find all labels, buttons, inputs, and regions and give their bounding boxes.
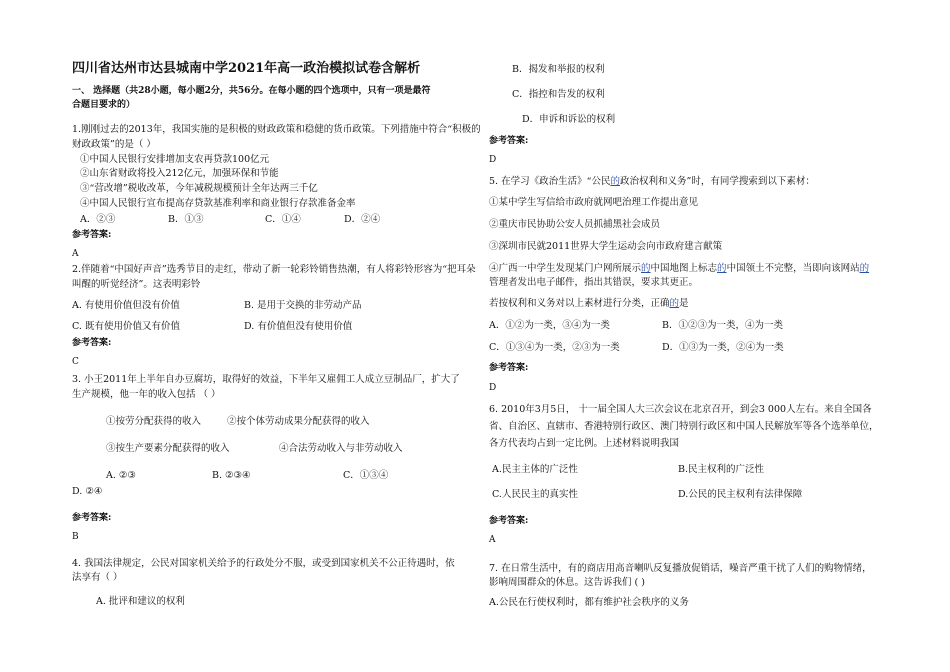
q3-answer-label: 参考答案: (72, 513, 112, 523)
q6-stem-line1: 6. 2010年3月5日， 十一届全国人大三次会议在北京召开，到会3 000人左右。来自全国各 (489, 404, 872, 415)
q6-answer: A (489, 535, 496, 545)
q4-option-d: D．申诉和诉讼的权利 (522, 114, 616, 125)
q5-question (489, 298, 689, 310)
q3-item-4: ④合法劳动收入与非劳动收入 (279, 443, 403, 454)
q5-item-2: ②重庆市民协助公安人员抓捕黑社会成员 (489, 219, 661, 230)
q5-stem-link[interactable]: 的 (610, 176, 620, 187)
q1-item-2: ②山东省财政将投入212亿元，加强环保和节能 (80, 168, 279, 179)
q5-item-1: ①某中学生写信给市政府就网吧治理工作提出意见 (489, 197, 699, 208)
q5-option-d: D．①③为一类，②④为一类 (662, 342, 784, 353)
q1-option-d: D．②④ (344, 214, 381, 225)
q5-question-part1: 若按权利和义务对以上素材进行分类，正确 (489, 298, 670, 309)
q1-item-1: ①中国人民银行安排增加支农再贷款100亿元 (80, 154, 270, 165)
q5-option-a: A．①②为一类，③④为一类 (489, 320, 610, 331)
q4-option-b: B．揭发和举报的权利 (512, 64, 605, 75)
q1-stem-line2: 财政政策”的是（ ） (72, 139, 156, 150)
q6-option-a: A.民主主体的广泛性 (492, 464, 578, 475)
q3-option-c: C．①③④ (343, 470, 389, 481)
q7-stem-line1: 7. 在日常生活中，有的商店用高音喇叭反复播放促销话，噪音严重干扰了人们的购物情绪， (489, 563, 872, 574)
q5-item4-part2: 中国地图上标志 (650, 263, 718, 274)
q1-answer-label: 参考答案: (72, 230, 112, 240)
q7-stem-line2: 影响周围群众的休息。这告诉我们 ( ) (489, 577, 645, 588)
q3-item-2: ②按个体劳动成果分配获得的收入 (227, 416, 370, 427)
q2-stem-line1: 2.伴随着“中国好声音”选秀节目的走红，带动了新一轮彩铃销售热潮，有人将彩铃形容为“把耳朵 (72, 264, 476, 275)
q3-answer: B (72, 532, 79, 542)
q4-stem-line1: 4. 我国法律规定，公民对国家机关给予的行政处分不服，或受到国家机关不公正待遇时，依 (72, 558, 455, 569)
q3-option-d: D. ②④ (72, 486, 103, 497)
q4-stem-line2: 法享有（ ） (72, 572, 123, 583)
q2-option-b: B. 是用于交换的非劳动产品 (244, 300, 362, 311)
q2-option-a: A. 有使用价值但没有价值 (72, 300, 180, 311)
q1-answer: A (72, 249, 79, 259)
q5-option-c: C．①③④为一类，②③为一类 (489, 342, 620, 353)
q3-item-1: ①按劳分配获得的收入 (106, 416, 202, 427)
q1-option-a: A．②③ (80, 214, 116, 225)
q3-stem-line2: 生产规模，他一年的收入包括 （ ） (72, 389, 221, 400)
q5-stem-part2: 政治权利和义务”时，有同学搜索到以下素材： (619, 176, 815, 187)
section-header-line1: 一、 选择题（共28小题，每小题2分，共56分。在每小题的四个选项中，只有一项是最符 (72, 86, 431, 96)
q4-answer-label: 参考答案: (489, 136, 529, 146)
q6-option-d: D.公民的民主权利有法律保障 (678, 489, 803, 500)
q6-stem-line3: 各方代表均占到一定比例。上述材料说明我国 (489, 438, 680, 449)
q5-stem-part1: 5. 在学习《政治生活》“公民 (489, 176, 611, 187)
q2-answer: C (72, 357, 79, 367)
q5-item4-link3[interactable]: 的 (859, 263, 870, 274)
q5-item4-link1[interactable]: 的 (641, 263, 651, 274)
q5-item4-link2[interactable]: 的 (717, 263, 727, 274)
q1-stem-line1: 1.刚刚过去的2013年，我国实施的是积极的财政政策和稳健的货币政策。下列措施中符合“积极的 (72, 124, 481, 135)
q5-question-part2: 是 (679, 298, 689, 309)
q5-option-b: B．①②③为一类，④为一类 (662, 320, 783, 331)
q6-answer-label: 参考答案: (489, 516, 529, 526)
q5-item-3: ③深圳市民就2011世界大学生运动会向市政府建言献策 (489, 241, 723, 252)
q5-answer-label: 参考答案: (489, 363, 529, 373)
page-title: 四川省达州市达县城南中学2021年高一政治模拟试卷含解析 (72, 61, 421, 76)
q3-item-3: ③按生产要素分配获得的收入 (106, 443, 230, 454)
q4-option-c: C．指控和告发的权利 (512, 89, 605, 100)
q6-option-b: B.民主权利的广泛性 (678, 464, 765, 475)
q5-item4-part3: 中国领土不完整，当即向该网站 (726, 263, 860, 274)
q1-item-4: ④中国人民银行宣布提高存贷款基准利率和商业银行存款准备金率 (80, 198, 356, 209)
q6-option-c: C.人民民主的真实性 (492, 489, 578, 500)
q1-option-c: C．①④ (265, 214, 301, 225)
q3-option-a: A. ②③ (106, 470, 136, 481)
q2-answer-label: 参考答案: (72, 338, 112, 348)
q5-item-4-line2: 管理者发出电子邮件，指出其错误，要求其更正。 (489, 277, 699, 288)
q4-option-a: A. 批评和建议的权利 (96, 596, 185, 607)
q2-option-d: D. 有价值但没有使用价值 (244, 321, 353, 332)
q5-stem (489, 176, 815, 188)
q3-option-b: B. ②③④ (212, 470, 251, 481)
q2-option-c: C. 既有使用价值又有价值 (72, 321, 180, 332)
q6-stem-line2: 省、自治区、直辖市、香港特别行政区、澳门特别行政区和中国人民解放军等各个选举单位， (489, 421, 879, 432)
q5-item-4-line1 (489, 263, 869, 275)
q1-option-b: B．①③ (168, 214, 204, 225)
q5-item4-part1: ④广西一中学生发现某门户网所展示 (489, 263, 642, 274)
q4-answer: D (489, 155, 497, 165)
q1-item-3: ③“营改增”税收改革，今年减税规模预计全年达两三千亿 (80, 183, 318, 194)
q7-option-a: A.公民在行使权利时，都有维护社会秩序的义务 (489, 597, 689, 608)
section-header-line2: 合题目要求的） (72, 100, 136, 110)
q5-question-link[interactable]: 的 (669, 298, 680, 309)
q5-answer: D (489, 383, 497, 393)
q2-stem-line2: 叫醒的听觉经济”。这表明彩铃 (72, 279, 201, 290)
q3-stem-line1: 3. 小王2011年上半年自办豆腐坊，取得好的效益，下半年又雇佣工人成立豆制品厂，扩大了 (72, 374, 460, 385)
